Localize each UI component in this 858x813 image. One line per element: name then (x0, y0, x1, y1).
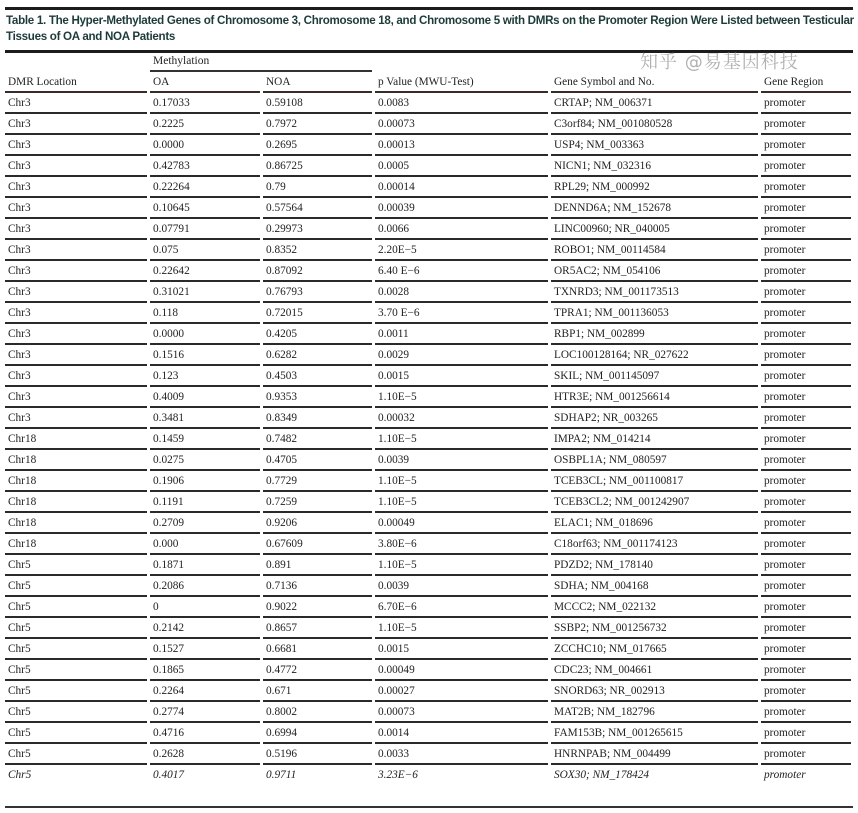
cell-p-value: 0.0066 (375, 219, 548, 240)
cell-oa: 0.075 (150, 240, 260, 261)
cell-gene-symbol: TCEB3CL2; NM_001242907 (551, 492, 758, 513)
cell-oa: 0.1865 (150, 660, 260, 681)
cell-noa: 0.7482 (263, 429, 372, 450)
cell-gene-symbol: SKIL; NM_001145097 (551, 366, 758, 387)
table-row (5, 198, 851, 219)
cell-p-value: 3.23E−6 (378, 768, 418, 781)
cell-noa: 0.87092 (263, 261, 372, 282)
cell-p-value: 1.10E−5 (375, 555, 548, 576)
cell-dmr-location: Chr5 (5, 597, 147, 618)
cell-noa: 0.59108 (263, 93, 372, 114)
cell-oa: 0.4716 (150, 723, 260, 744)
cell-gene-symbol: SSBP2; NM_001256732 (551, 618, 758, 639)
cell-p-value: 0.00039 (375, 198, 548, 219)
cell-p-value: 0.00014 (375, 177, 548, 198)
cell-gene-symbol: TPRA1; NM_001136053 (551, 303, 758, 324)
table-row (5, 765, 851, 784)
cell-p-value: 2.20E−5 (375, 240, 548, 261)
cell-noa: 0.9353 (263, 387, 372, 408)
cell-oa: 0.4009 (150, 387, 260, 408)
cell-dmr-location: Chr5 (5, 723, 147, 744)
cell-p-value: 0.0011 (375, 324, 548, 345)
cell-p-value: 0.0029 (375, 345, 548, 366)
cell-dmr-location: Chr18 (5, 534, 147, 555)
table-title: Table 1. The Hyper-Methylated Genes of Chromosome 3, Chromosome 18, and Chromosome 5 with DMRs on the Promoter Region Were Listed between Testicular Tissues of OA and NOA Patients (6, 14, 854, 43)
cell-p-value: 6.40 E−6 (375, 261, 548, 282)
cell-oa: 0.31021 (150, 282, 260, 303)
cell-p-value: 6.70E−6 (375, 597, 548, 618)
cell-gene-symbol: SDHA; NM_004168 (551, 576, 758, 597)
cell-noa: 0.8002 (263, 702, 372, 723)
cell-dmr-location: Chr5 (5, 555, 147, 576)
table-row (5, 681, 851, 702)
cell-noa: 0.6282 (263, 345, 372, 366)
cell-dmr-location: Chr5 (5, 639, 147, 660)
table-row (5, 429, 851, 450)
cell-dmr-location: Chr3 (5, 93, 147, 114)
cell-dmr-location: Chr3 (5, 219, 147, 240)
cell-gene-symbol: RPL29; NM_000992 (551, 177, 758, 198)
cell-oa: 0 (150, 597, 260, 618)
table-row (5, 261, 851, 282)
cell-gene-region: promoter (761, 387, 851, 408)
table-row (5, 408, 851, 429)
table-row (5, 639, 851, 660)
cell-gene-symbol: OR5AC2; NM_054106 (551, 261, 758, 282)
cell-gene-region: promoter (764, 768, 806, 781)
cell-gene-region: promoter (761, 240, 851, 261)
cell-gene-symbol: FAM153B; NM_001265615 (551, 723, 758, 744)
cell-gene-region: promoter (761, 744, 851, 765)
methylation-group-rule (150, 70, 372, 72)
cell-oa: 0.2774 (150, 702, 260, 723)
cell-oa: 0.07791 (150, 219, 260, 240)
table-row (5, 135, 851, 156)
table-row (5, 723, 851, 744)
cell-dmr-location: Chr18 (5, 471, 147, 492)
cell-oa: 0.22264 (150, 177, 260, 198)
cell-gene-symbol: USP4; NM_003363 (551, 135, 758, 156)
cell-gene-symbol: C3orf84; NM_001080528 (551, 114, 758, 135)
cell-gene-region: promoter (761, 639, 851, 660)
cell-oa: 0.4017 (153, 768, 185, 781)
table-row (5, 114, 851, 135)
cell-gene-symbol: IMPA2; NM_014214 (551, 429, 758, 450)
table-row (5, 219, 851, 240)
cell-p-value: 0.0039 (375, 576, 548, 597)
cell-oa: 0.2086 (150, 576, 260, 597)
cell-p-value: 0.00032 (375, 408, 548, 429)
cell-gene-symbol: CRTAP; NM_006371 (551, 93, 758, 114)
table-row (5, 177, 851, 198)
table-row (5, 471, 851, 492)
cell-p-value: 1.10E−5 (375, 429, 548, 450)
cell-dmr-location: Chr3 (5, 387, 147, 408)
cell-dmr-location: Chr18 (5, 492, 147, 513)
header-p-value: p Value (MWU-Test) (375, 73, 548, 93)
cell-gene-symbol: TCEB3CL; NM_001100817 (551, 471, 758, 492)
cell-oa: 0.2225 (150, 114, 260, 135)
cell-dmr-location: Chr18 (5, 513, 147, 534)
cell-noa: 0.7972 (263, 114, 372, 135)
cell-p-value: 3.80E−6 (375, 534, 548, 555)
cell-gene-region: promoter (761, 681, 851, 702)
cell-gene-symbol: LINC00960; NR_040005 (551, 219, 758, 240)
cell-gene-region: promoter (761, 366, 851, 387)
cell-gene-symbol: DENND6A; NM_152678 (551, 198, 758, 219)
cell-gene-region: promoter (761, 597, 851, 618)
cell-oa: 0.2628 (150, 744, 260, 765)
cell-oa: 0.22642 (150, 261, 260, 282)
cell-dmr-location: Chr3 (5, 408, 147, 429)
cell-noa: 0.671 (263, 681, 372, 702)
cell-dmr-location: Chr3 (5, 303, 147, 324)
cell-gene-symbol: OSBPL1A; NM_080597 (551, 450, 758, 471)
cell-gene-region: promoter (761, 135, 851, 156)
cell-noa: 0.9711 (266, 768, 297, 781)
cell-noa: 0.6994 (263, 723, 372, 744)
cell-noa: 0.29973 (263, 219, 372, 240)
cell-noa: 0.4705 (263, 450, 372, 471)
cell-noa: 0.4503 (263, 366, 372, 387)
cell-gene-region: promoter (761, 408, 851, 429)
cell-dmr-location: Chr5 (5, 576, 147, 597)
cell-oa: 0.2264 (150, 681, 260, 702)
cell-oa: 0.000 (150, 534, 260, 555)
cell-gene-symbol: TXNRD3; NM_001173513 (551, 282, 758, 303)
cell-dmr-location: Chr3 (5, 156, 147, 177)
table-row (5, 702, 851, 723)
cell-oa: 0.1191 (150, 492, 260, 513)
table-row (5, 387, 851, 408)
cell-gene-region: promoter (761, 282, 851, 303)
cell-noa: 0.57564 (263, 198, 372, 219)
cell-gene-region: promoter (761, 450, 851, 471)
header-noa: NOA (263, 73, 372, 93)
cell-gene-symbol: SDHAP2; NR_003265 (551, 408, 758, 429)
cell-gene-region: promoter (761, 345, 851, 366)
cell-p-value: 0.0014 (375, 723, 548, 744)
header-dmr-location: DMR Location (5, 73, 147, 93)
cell-gene-region: promoter (761, 261, 851, 282)
cell-noa: 0.2695 (263, 135, 372, 156)
cell-gene-symbol: NICN1; NM_032316 (551, 156, 758, 177)
cell-p-value: 0.00049 (375, 513, 548, 534)
table-row (5, 492, 851, 513)
cell-noa: 0.9022 (263, 597, 372, 618)
table-row (5, 555, 851, 576)
cell-noa: 0.8352 (263, 240, 372, 261)
cell-gene-region: promoter (761, 513, 851, 534)
cell-p-value: 0.0015 (375, 366, 548, 387)
cell-oa: 0.1516 (150, 345, 260, 366)
cell-oa: 0.118 (150, 303, 260, 324)
cell-dmr-location: Chr3 (5, 282, 147, 303)
header-row (5, 73, 851, 93)
table-row (5, 240, 851, 261)
cell-gene-region: promoter (761, 93, 851, 114)
cell-dmr-location: Chr3 (5, 135, 147, 156)
cell-noa: 0.7729 (263, 471, 372, 492)
cell-gene-region: promoter (761, 114, 851, 135)
cell-p-value: 1.10E−5 (375, 492, 548, 513)
cell-gene-symbol: C18orf63; NM_001174123 (551, 534, 758, 555)
cell-gene-symbol: SOX30; NM_178424 (554, 768, 650, 781)
cell-dmr-location: Chr3 (5, 345, 147, 366)
cell-oa: 0.0000 (150, 324, 260, 345)
cell-gene-symbol: HTR3E; NM_001256614 (551, 387, 758, 408)
cell-oa: 0.1527 (150, 639, 260, 660)
cell-dmr-location: Chr18 (5, 429, 147, 450)
cell-noa: 0.76793 (263, 282, 372, 303)
cell-noa: 0.8349 (263, 408, 372, 429)
table-row (5, 282, 851, 303)
cell-dmr-location: Chr5 (5, 681, 147, 702)
cell-dmr-location: Chr3 (5, 177, 147, 198)
cell-gene-region: promoter (761, 471, 851, 492)
cell-p-value: 0.0005 (375, 156, 548, 177)
cell-p-value: 0.0083 (375, 93, 548, 114)
cell-gene-region: promoter (761, 492, 851, 513)
cell-gene-region: promoter (761, 177, 851, 198)
cell-p-value: 0.00049 (375, 660, 548, 681)
cell-dmr-location: Chr3 (5, 261, 147, 282)
table-row (5, 303, 851, 324)
cell-gene-symbol: RBP1; NM_002899 (551, 324, 758, 345)
cell-dmr-location: Chr5 (8, 768, 32, 781)
table-row (5, 576, 851, 597)
cell-noa: 0.72015 (263, 303, 372, 324)
table-row (5, 450, 851, 471)
cell-gene-symbol: HNRNPAB; NM_004499 (551, 744, 758, 765)
methylation-group-header: Methylation (153, 55, 210, 67)
cell-oa: 0.2709 (150, 513, 260, 534)
cell-dmr-location: Chr3 (5, 198, 147, 219)
cell-noa: 0.891 (263, 555, 372, 576)
cell-gene-region: promoter (761, 723, 851, 744)
cell-gene-symbol: ZCCHC10; NM_017665 (551, 639, 758, 660)
cell-noa: 0.67609 (263, 534, 372, 555)
table-row (5, 534, 851, 555)
cell-gene-region: promoter (761, 303, 851, 324)
cell-gene-region: promoter (761, 660, 851, 681)
cell-dmr-location: Chr3 (5, 240, 147, 261)
cell-gene-symbol: PDZD2; NM_178140 (551, 555, 758, 576)
cell-oa: 0.10645 (150, 198, 260, 219)
cell-oa: 0.2142 (150, 618, 260, 639)
cell-gene-symbol: MAT2B; NM_182796 (551, 702, 758, 723)
cell-oa: 0.1459 (150, 429, 260, 450)
methylation-table (2, 73, 854, 784)
cell-gene-symbol: ROBO1; NM_00114584 (551, 240, 758, 261)
cell-dmr-location: Chr5 (5, 618, 147, 639)
watermark: 知乎 @易基因科技 (640, 52, 799, 73)
cell-noa: 0.4772 (263, 660, 372, 681)
table-row (5, 156, 851, 177)
cell-noa: 0.79 (263, 177, 372, 198)
cell-gene-region: promoter (761, 429, 851, 450)
cell-oa: 0.17033 (150, 93, 260, 114)
cell-oa: 0.42783 (150, 156, 260, 177)
cell-gene-symbol: LOC100128164; NR_027622 (551, 345, 758, 366)
cell-p-value: 3.70 E−6 (375, 303, 548, 324)
cell-noa: 0.7259 (263, 492, 372, 513)
cell-oa: 0.123 (150, 366, 260, 387)
table-row (5, 93, 851, 114)
bottom-rule (5, 806, 853, 808)
cell-gene-symbol: ELAC1; NM_018696 (551, 513, 758, 534)
cell-p-value: 0.00073 (375, 702, 548, 723)
cell-oa: 0.0000 (150, 135, 260, 156)
header-oa: OA (150, 73, 260, 93)
cell-oa: 0.1871 (150, 555, 260, 576)
cell-gene-region: promoter (761, 576, 851, 597)
cell-dmr-location: Chr3 (5, 114, 147, 135)
table-row (5, 366, 851, 387)
cell-oa: 0.3481 (150, 408, 260, 429)
cell-gene-region: promoter (761, 156, 851, 177)
cell-gene-region: promoter (761, 618, 851, 639)
cell-dmr-location: Chr3 (5, 324, 147, 345)
cell-dmr-location: Chr5 (5, 702, 147, 723)
cell-dmr-location: Chr18 (5, 450, 147, 471)
cell-p-value: 0.00013 (375, 135, 548, 156)
cell-oa: 0.0275 (150, 450, 260, 471)
cell-dmr-location: Chr5 (5, 660, 147, 681)
cell-noa: 0.86725 (263, 156, 372, 177)
cell-gene-symbol: MCCC2; NM_022132 (551, 597, 758, 618)
table-row (5, 744, 851, 765)
cell-p-value: 1.10E−5 (375, 471, 548, 492)
cell-gene-region: promoter (761, 702, 851, 723)
cell-p-value: 1.10E−5 (375, 618, 548, 639)
cell-p-value: 0.0039 (375, 450, 548, 471)
cell-dmr-location: Chr5 (5, 744, 147, 765)
cell-noa: 0.7136 (263, 576, 372, 597)
cell-noa: 0.4205 (263, 324, 372, 345)
cell-p-value: 0.0028 (375, 282, 548, 303)
cell-noa: 0.9206 (263, 513, 372, 534)
cell-p-value: 0.0015 (375, 639, 548, 660)
table-row (5, 345, 851, 366)
cell-gene-region: promoter (761, 324, 851, 345)
cell-dmr-location: Chr3 (5, 366, 147, 387)
table-row (5, 618, 851, 639)
cell-noa: 0.6681 (263, 639, 372, 660)
table-row (5, 324, 851, 345)
table-row (5, 660, 851, 681)
cell-gene-region: promoter (761, 198, 851, 219)
top-rule (5, 7, 853, 10)
cell-gene-region: promoter (761, 555, 851, 576)
cell-p-value: 0.00027 (375, 681, 548, 702)
cell-gene-region: promoter (761, 219, 851, 240)
header-gene-symbol: Gene Symbol and No. (551, 73, 758, 93)
cell-noa: 0.5196 (263, 744, 372, 765)
table-row (5, 513, 851, 534)
cell-p-value: 1.10E−5 (375, 387, 548, 408)
cell-p-value: 0.0033 (375, 744, 548, 765)
cell-oa: 0.1906 (150, 471, 260, 492)
cell-noa: 0.8657 (263, 618, 372, 639)
cell-gene-symbol: CDC23; NM_004661 (551, 660, 758, 681)
cell-gene-symbol: SNORD63; NR_002913 (551, 681, 758, 702)
cell-gene-region: promoter (761, 534, 851, 555)
table-row (5, 597, 851, 618)
header-gene-region: Gene Region (761, 73, 851, 93)
cell-p-value: 0.00073 (375, 114, 548, 135)
